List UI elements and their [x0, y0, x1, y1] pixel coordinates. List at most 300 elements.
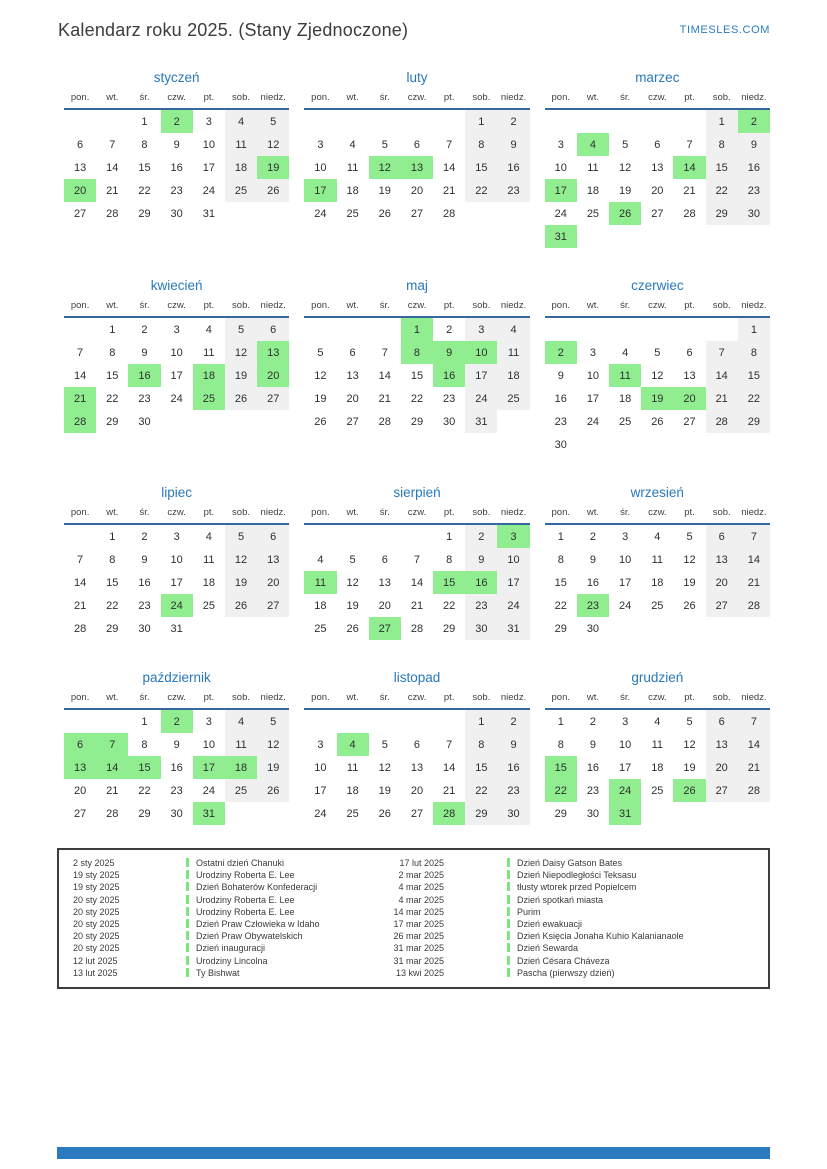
weekday-label: pon.: [304, 300, 336, 317]
week-row: [64, 410, 289, 433]
month-title: lipiec: [161, 485, 193, 500]
day-cell: 5: [654, 346, 661, 359]
day-cell: 27: [706, 594, 738, 617]
legend-date: 2 mar 2025: [398, 870, 444, 881]
day-cell: 10: [314, 761, 327, 774]
weekday-label: czw.: [401, 692, 433, 709]
day-cell: 22: [465, 779, 497, 802]
legend-date: 20 sty 2025: [73, 943, 120, 954]
day-cell: 13: [683, 369, 696, 382]
empty-cell: [225, 410, 257, 433]
week-row: [304, 410, 529, 433]
weekday-header-row: [64, 507, 289, 524]
legend-date: 4 mar 2025: [398, 882, 444, 893]
day-cell: 7: [77, 553, 84, 566]
day-cell: 12: [225, 548, 257, 571]
day-cell: 22: [738, 387, 770, 410]
month-grudzień: [545, 670, 770, 825]
legend-item: [450, 869, 754, 881]
weekday-header-row: [545, 92, 770, 109]
month-sierpień: [304, 485, 529, 640]
day-cell: 19: [225, 364, 257, 387]
day-cell: 17: [202, 161, 215, 174]
weekday-header-row: [545, 300, 770, 317]
week-row: [545, 225, 770, 248]
day-cell: 24: [314, 207, 327, 220]
empty-cell: [337, 317, 369, 341]
day-cell: 26: [257, 779, 289, 802]
day-cell: 27: [410, 207, 424, 220]
day-cell: 28: [433, 802, 465, 825]
day-cell: 23: [138, 392, 151, 405]
day-cell: 9: [465, 548, 497, 571]
week-row: [64, 109, 289, 133]
weekday-label: niedz.: [738, 507, 770, 524]
week-row: [545, 410, 770, 433]
weekday-label: pon.: [545, 692, 577, 709]
weekday-label: sob.: [225, 507, 257, 524]
day-cell: 29: [554, 807, 567, 820]
empty-cell: [64, 709, 96, 733]
empty-cell: [545, 109, 577, 133]
weekday-header-row: [545, 692, 770, 709]
month-luty: [304, 70, 529, 225]
day-cell: 5: [381, 738, 388, 751]
day-cell: 22: [545, 779, 577, 802]
day-cell: 24: [314, 807, 327, 820]
day-cell: 17: [170, 369, 183, 382]
empty-cell: [609, 317, 641, 341]
day-cell: 2: [161, 109, 193, 133]
holiday-tick-icon: [186, 907, 189, 916]
holiday-tick-icon: [186, 968, 189, 977]
week-row: [64, 317, 289, 341]
day-cell: 13: [410, 761, 424, 774]
day-cell: 17: [465, 364, 497, 387]
day-cell: 18: [314, 599, 327, 612]
day-cell: 1: [109, 323, 116, 336]
weekday-label: niedz.: [738, 92, 770, 109]
day-cell: 30: [138, 415, 151, 428]
week-row: [545, 548, 770, 571]
weekday-label: wt.: [577, 692, 609, 709]
week-row: [545, 802, 770, 825]
week-row: [545, 524, 770, 548]
day-cell: 26: [225, 387, 257, 410]
day-cell: 12: [257, 733, 289, 756]
day-cell: 8: [557, 553, 564, 566]
week-row: [545, 317, 770, 341]
day-cell: 2: [446, 323, 453, 336]
day-cell: 19: [346, 599, 359, 612]
month-październik: [64, 670, 289, 825]
day-cell: 29: [738, 410, 770, 433]
empty-cell: [401, 709, 433, 733]
legend-item: [186, 942, 386, 954]
day-cell: 24: [202, 784, 215, 797]
legend-date: 13 kwi 2025: [395, 967, 444, 978]
empty-cell: [706, 433, 738, 456]
weekday-label: niedz.: [257, 92, 289, 109]
legend-item-name: Dzień Bohaterów Konfederacji: [196, 882, 318, 893]
empty-cell: [433, 709, 465, 733]
day-cell: 7: [446, 138, 453, 151]
weekday-label: sob.: [225, 92, 257, 109]
day-cell: 4: [205, 323, 212, 336]
empty-cell: [673, 225, 705, 248]
day-cell: 28: [64, 410, 96, 433]
weekday-header-row: [64, 92, 289, 109]
empty-cell: [641, 802, 673, 825]
weekday-label: wt.: [577, 507, 609, 524]
day-cell: 1: [446, 530, 453, 543]
day-cell: 10: [202, 138, 215, 151]
legend-item: [186, 881, 386, 893]
day-cell: 13: [651, 161, 664, 174]
week-row: [545, 709, 770, 733]
day-cell: 21: [443, 184, 456, 197]
day-cell: 7: [446, 738, 453, 751]
day-cell: 13: [706, 733, 738, 756]
month-table: [304, 507, 529, 640]
month-title: kwiecień: [150, 278, 203, 293]
day-cell: 10: [619, 738, 632, 751]
legend-item-name: Ostatni dzień Chanuki: [196, 858, 285, 868]
day-cell: 12: [651, 369, 664, 382]
day-cell: 29: [443, 622, 456, 635]
weekday-header-row: [545, 507, 770, 524]
legend-item-name: Urodziny Lincolna: [196, 955, 268, 966]
day-cell: 6: [64, 733, 96, 756]
day-cell: 19: [683, 761, 696, 774]
day-cell: 28: [738, 779, 770, 802]
empty-cell: [577, 109, 609, 133]
day-cell: 1: [401, 317, 433, 341]
day-cell: 10: [314, 161, 327, 174]
week-row: [64, 709, 289, 733]
weekday-label: niedz.: [257, 300, 289, 317]
day-cell: 6: [706, 524, 738, 548]
day-cell: 23: [465, 594, 497, 617]
day-cell: 9: [738, 133, 770, 156]
week-row: [545, 341, 770, 364]
empty-cell: [304, 317, 336, 341]
holiday-tick-icon: [186, 943, 189, 952]
day-cell: 6: [77, 138, 84, 151]
day-cell: 12: [257, 133, 289, 156]
month-title: styczeń: [153, 70, 200, 85]
weekday-label: pt.: [193, 692, 225, 709]
empty-cell: [369, 109, 401, 133]
weekday-label: wt.: [337, 692, 369, 709]
month-title: maj: [406, 278, 428, 293]
day-cell: 5: [317, 346, 324, 359]
day-cell: 9: [589, 553, 596, 566]
empty-cell: [193, 617, 225, 640]
week-row: [304, 548, 529, 571]
empty-cell: [673, 433, 705, 456]
month-title: czerwiec: [631, 278, 684, 293]
empty-cell: [609, 617, 641, 640]
day-cell: 12: [378, 761, 391, 774]
day-cell: 26: [651, 415, 664, 428]
day-cell: 25: [225, 779, 257, 802]
day-cell: 2: [589, 530, 596, 543]
holiday-tick-icon: [186, 931, 189, 940]
empty-cell: [257, 802, 289, 825]
day-cell: 12: [346, 576, 359, 589]
month-czerwiec: [545, 278, 770, 456]
day-cell: 23: [443, 392, 456, 405]
empty-cell: [706, 317, 738, 341]
empty-cell: [225, 617, 257, 640]
day-cell: 20: [378, 599, 391, 612]
day-cell: 25: [651, 784, 664, 797]
weekday-label: sob.: [465, 507, 497, 524]
day-cell: 23: [170, 784, 183, 797]
week-row: [545, 202, 770, 225]
day-cell: 27: [257, 387, 289, 410]
day-cell: 3: [317, 738, 324, 751]
day-cell: 16: [554, 392, 567, 405]
day-cell: 19: [314, 392, 327, 405]
day-cell: 28: [106, 207, 119, 220]
day-cell: 31: [465, 410, 497, 433]
day-cell: 22: [106, 392, 119, 405]
empty-cell: [673, 802, 705, 825]
legend-item: [450, 942, 754, 954]
empty-cell: [641, 225, 673, 248]
day-cell: 1: [557, 530, 564, 543]
week-row: [64, 756, 289, 779]
week-row: [545, 387, 770, 410]
day-cell: 23: [497, 779, 529, 802]
legend-date: 2 sty 2025: [73, 858, 115, 868]
day-cell: 18: [225, 156, 257, 179]
weekday-label: wt.: [96, 300, 128, 317]
weekday-label: sob.: [465, 300, 497, 317]
day-cell: 12: [225, 341, 257, 364]
legend-item: [450, 930, 754, 942]
day-cell: 10: [619, 553, 632, 566]
day-cell: 6: [686, 346, 693, 359]
empty-cell: [673, 109, 705, 133]
day-cell: 11: [497, 341, 529, 364]
weekday-label: czw.: [161, 300, 193, 317]
day-cell: 3: [173, 323, 180, 336]
day-cell: 21: [378, 392, 391, 405]
day-cell: 21: [106, 184, 119, 197]
holiday-legend: [57, 848, 770, 989]
legend-date: 20 sty 2025: [73, 931, 120, 942]
day-cell: 14: [443, 161, 456, 174]
week-row: [304, 779, 529, 802]
day-cell: 11: [203, 553, 215, 566]
day-cell: 26: [378, 207, 391, 220]
weekday-label: pon.: [64, 507, 96, 524]
week-row: [545, 733, 770, 756]
weekday-label: śr.: [128, 300, 160, 317]
day-cell: 20: [73, 784, 87, 797]
week-row: [545, 756, 770, 779]
day-cell: 8: [401, 341, 433, 364]
weekday-label: pon.: [545, 300, 577, 317]
legend-item-name: Dzień ewakuacji: [517, 919, 583, 930]
day-cell: 18: [202, 576, 215, 589]
day-cell: 28: [683, 207, 696, 220]
day-cell: 15: [433, 571, 465, 594]
day-cell: 26: [314, 415, 327, 428]
weekday-label: śr.: [369, 692, 401, 709]
day-cell: 14: [106, 161, 119, 174]
day-cell: 8: [109, 553, 116, 566]
day-cell: 25: [202, 599, 215, 612]
day-cell: 22: [465, 179, 497, 202]
day-cell: 3: [173, 530, 180, 543]
day-cell: 5: [349, 553, 356, 566]
empty-cell: [577, 433, 609, 456]
day-cell: 7: [686, 138, 693, 151]
day-cell: 26: [683, 599, 696, 612]
week-row: [304, 756, 529, 779]
month-table: [545, 92, 770, 248]
day-cell: 29: [106, 622, 119, 635]
day-cell: 4: [337, 733, 369, 756]
day-cell: 31: [193, 802, 225, 825]
week-row: [64, 364, 289, 387]
day-cell: 8: [446, 553, 453, 566]
day-cell: 6: [706, 709, 738, 733]
legend-date: 4 mar 2025: [398, 894, 444, 905]
day-cell: 26: [257, 179, 289, 202]
day-cell: 14: [673, 156, 705, 179]
day-cell: 4: [654, 530, 661, 543]
day-cell: 10: [170, 346, 183, 359]
weekday-label: pon.: [545, 92, 577, 109]
day-cell: 5: [686, 715, 693, 728]
weekday-label: czw.: [401, 92, 433, 109]
week-row: [64, 387, 289, 410]
day-cell: 2: [738, 109, 770, 133]
day-cell: 26: [673, 779, 705, 802]
weekday-label: pon.: [64, 692, 96, 709]
day-cell: 15: [738, 364, 770, 387]
weekday-label: pt.: [193, 507, 225, 524]
month-table: [304, 300, 529, 433]
empty-cell: [641, 617, 673, 640]
day-cell: 9: [589, 738, 596, 751]
empty-cell: [401, 524, 433, 548]
weekday-header-row: [304, 692, 529, 709]
empty-cell: [673, 617, 705, 640]
day-cell: 14: [706, 364, 738, 387]
holiday-tick-icon: [186, 895, 189, 904]
empty-cell: [337, 524, 369, 548]
day-cell: 27: [706, 779, 738, 802]
week-row: [64, 179, 289, 202]
day-cell: 26: [609, 202, 641, 225]
day-cell: 28: [443, 207, 456, 220]
day-cell: 5: [257, 109, 289, 133]
day-cell: 20: [410, 184, 424, 197]
day-cell: 20: [706, 571, 738, 594]
weekday-header-row: [304, 92, 529, 109]
legend-item-name: Dzień spotkań miasta: [517, 894, 604, 905]
day-cell: 11: [346, 761, 359, 774]
weekday-header-row: [304, 300, 529, 317]
day-cell: 23: [738, 179, 770, 202]
day-cell: 8: [109, 346, 116, 359]
day-cell: 2: [497, 709, 529, 733]
empty-cell: [304, 109, 336, 133]
day-cell: 27: [73, 807, 87, 820]
week-row: [545, 179, 770, 202]
empty-cell: [706, 802, 738, 825]
day-cell: 22: [443, 599, 456, 612]
week-row: [304, 133, 529, 156]
day-cell: 29: [706, 202, 738, 225]
day-cell: 6: [381, 553, 388, 566]
holiday-tick-icon: [186, 919, 189, 928]
day-cell: 29: [106, 415, 119, 428]
day-cell: 4: [225, 109, 257, 133]
month-title: październik: [142, 670, 211, 685]
legend-item-name: Dzień Praw Obywatelskich: [196, 931, 303, 942]
month-title: grudzień: [631, 670, 684, 685]
holiday-tick-icon: [186, 956, 189, 965]
day-cell: 19: [619, 184, 632, 197]
month-lipiec: [64, 485, 289, 640]
day-cell: 1: [141, 115, 148, 128]
day-cell: 27: [346, 415, 359, 428]
day-cell: 30: [138, 622, 151, 635]
day-cell: 1: [706, 109, 738, 133]
week-row: [304, 341, 529, 364]
day-cell: 8: [706, 133, 738, 156]
day-cell: 23: [586, 784, 600, 797]
empty-cell: [738, 617, 770, 640]
day-cell: 25: [225, 179, 257, 202]
empty-cell: [304, 709, 336, 733]
day-cell: 20: [257, 571, 289, 594]
day-cell: 31: [497, 617, 529, 640]
day-cell: 21: [443, 784, 456, 797]
weekday-label: czw.: [641, 507, 673, 524]
empty-cell: [545, 317, 577, 341]
day-cell: 15: [545, 756, 577, 779]
day-cell: 4: [622, 346, 629, 359]
day-cell: 11: [651, 553, 664, 566]
legend-item-name: Dzień Praw Człowieka w Idaho: [196, 919, 320, 930]
day-cell: 22: [410, 392, 424, 405]
day-cell: 8: [738, 341, 770, 364]
day-cell: 9: [141, 553, 148, 566]
day-cell: 24: [554, 207, 567, 220]
day-cell: 10: [465, 341, 497, 364]
legend-item: [186, 857, 386, 869]
weekday-header-row: [304, 507, 529, 524]
day-cell: 15: [706, 156, 738, 179]
day-cell: 24: [202, 184, 215, 197]
site-link[interactable]: TIMESLES.COM: [679, 24, 770, 36]
weekday-label: pon.: [304, 92, 336, 109]
weekday-label: śr.: [369, 300, 401, 317]
empty-cell: [706, 617, 738, 640]
week-row: [545, 571, 770, 594]
day-cell: 7: [96, 733, 128, 756]
day-cell: 19: [378, 184, 391, 197]
day-cell: 25: [651, 599, 664, 612]
